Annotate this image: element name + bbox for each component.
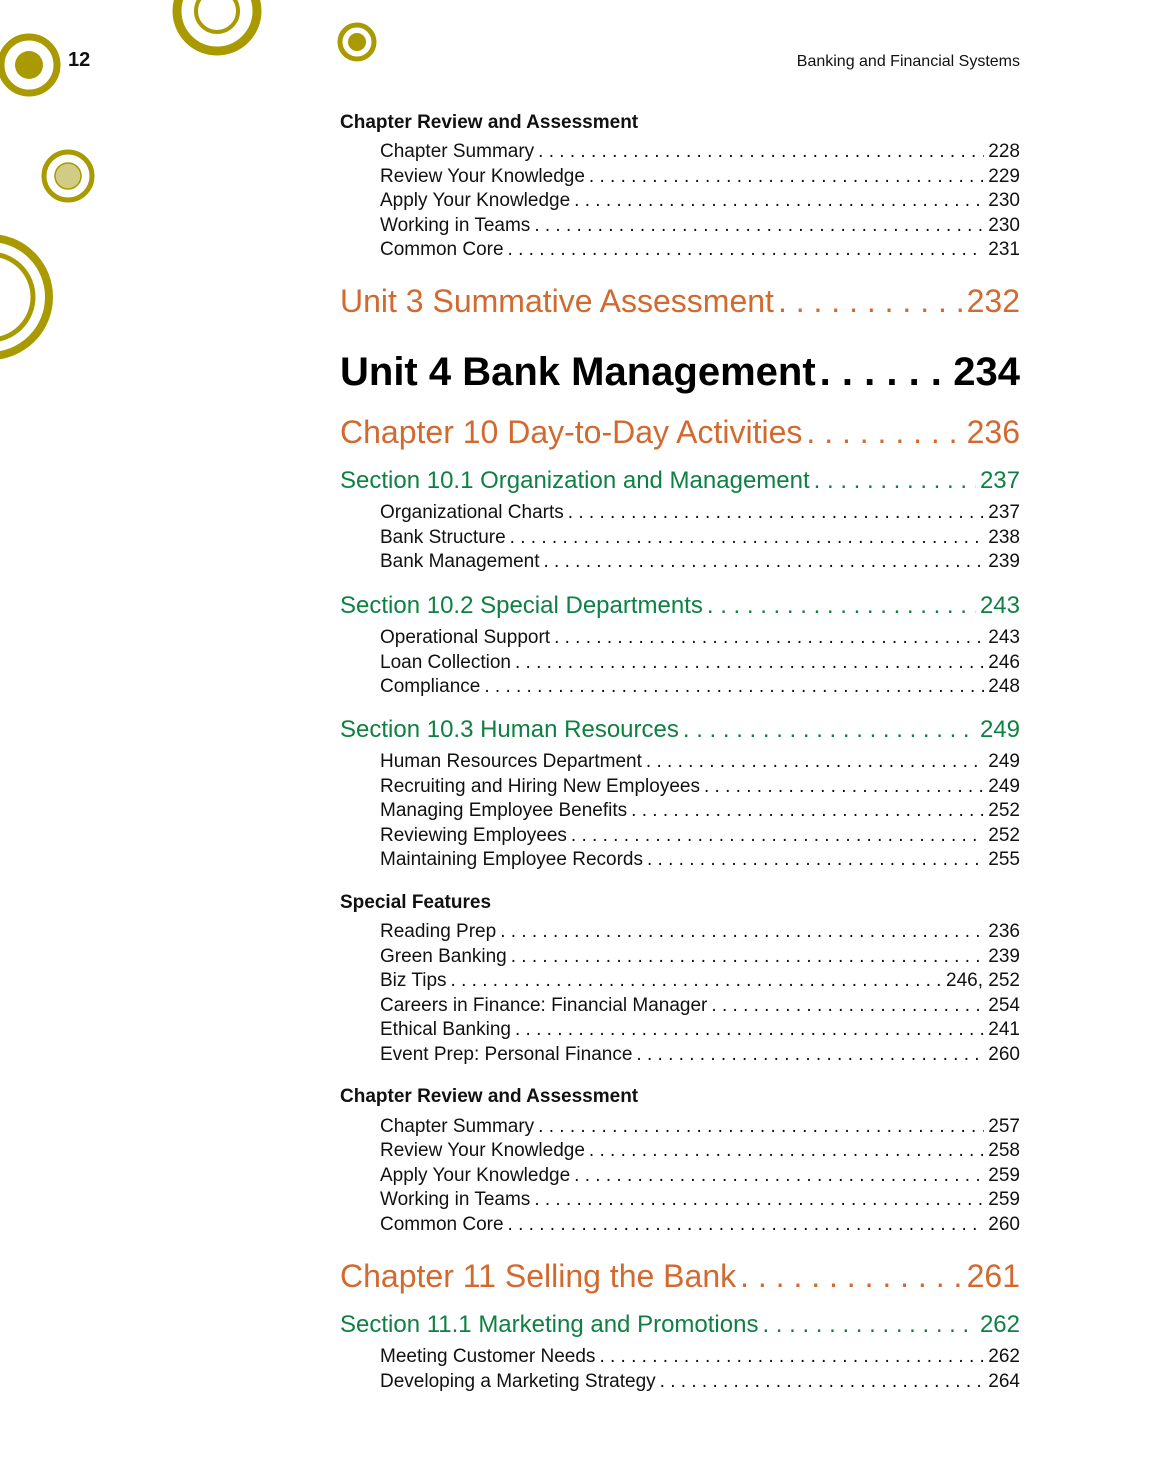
dot-leader [647, 849, 984, 871]
toc-entry[interactable] [380, 1140, 1020, 1162]
toc-entry[interactable] [380, 1165, 1020, 1187]
entry-label: Chapter Summary [380, 1116, 535, 1137]
dot-leader [599, 1346, 984, 1368]
entry-page: 236 [988, 921, 1020, 942]
entry-label: Ethical Banking [380, 1019, 511, 1040]
dot-leader [820, 350, 950, 395]
decorative-large-ring-icon [0, 230, 60, 365]
entry-label: Meeting Customer Needs [380, 1346, 596, 1367]
dot-leader [515, 652, 984, 674]
toc-entry[interactable] [380, 215, 1020, 237]
toc-unit[interactable] [340, 350, 1020, 395]
entry-page: 264 [988, 1371, 1020, 1392]
entry-page: 228 [988, 141, 1020, 162]
entry-page: 234 [953, 350, 1020, 394]
dot-leader [534, 215, 984, 237]
entry-label: Managing Employee Benefits [380, 800, 628, 821]
entry-page: 262 [988, 1346, 1020, 1367]
dot-leader [511, 946, 985, 968]
dot-leader [510, 527, 985, 549]
entry-label: Green Banking [380, 946, 507, 967]
dot-leader [711, 995, 984, 1017]
entry-page: 237 [979, 467, 1020, 494]
toc-chapter[interactable] [340, 414, 1020, 451]
entry-page: 232 [966, 283, 1020, 319]
entry-page: 237 [988, 502, 1020, 523]
entry-page: 243 [988, 627, 1020, 648]
chapter-review-heading: Chapter Review and Assessment [340, 1086, 639, 1107]
entry-page: 259 [988, 1189, 1020, 1210]
dot-leader [574, 1165, 984, 1187]
toc-unit-assessment[interactable] [340, 283, 1020, 320]
entry-page: 262 [979, 1311, 1020, 1338]
entry-label: Apply Your Knowledge [380, 190, 571, 211]
running-head: Banking and Financial Systems [796, 53, 1020, 70]
dot-leader [660, 1371, 985, 1393]
entry-label: Operational Support [380, 627, 551, 648]
entry-page: 252 [988, 825, 1020, 846]
entry-page: 239 [988, 551, 1020, 572]
entry-page: 246 [988, 652, 1020, 673]
entry-label: Section 10.2 Special Departments [340, 592, 703, 619]
entry-page: 231 [988, 239, 1020, 260]
entry-page: 260 [988, 1214, 1020, 1235]
dot-leader [762, 1311, 976, 1339]
entry-label: Chapter 10 Day-to-Day Activities [340, 414, 803, 450]
entry-label: Loan Collection [380, 652, 511, 673]
entry-label: Developing a Marketing Strategy [380, 1371, 656, 1392]
entry-label: Apply Your Knowledge [380, 1165, 571, 1186]
dot-leader [508, 239, 985, 261]
dot-leader [534, 1189, 984, 1211]
toc-entry[interactable] [380, 1189, 1020, 1211]
entry-page: 259 [988, 1165, 1020, 1186]
toc-entry[interactable] [380, 1044, 1020, 1066]
toc-entry[interactable] [380, 1346, 1020, 1368]
toc-entry[interactable] [380, 239, 1020, 261]
dot-leader [636, 1044, 984, 1066]
toc-entry[interactable] [380, 921, 1020, 943]
entry-page: 230 [988, 190, 1020, 211]
toc-section[interactable] [340, 1311, 1020, 1339]
entry-label: Common Core [380, 1214, 504, 1235]
toc-entry[interactable] [380, 1214, 1020, 1236]
toc-entry[interactable] [380, 527, 1020, 549]
entry-label: Reviewing Employees [380, 825, 567, 846]
entry-page: 249 [979, 716, 1020, 743]
toc-entry[interactable] [380, 652, 1020, 674]
dot-leader [508, 1214, 985, 1236]
entry-page: 246, 252 [946, 970, 1020, 991]
toc-entry[interactable] [380, 776, 1020, 798]
entry-label: Section 11.1 Marketing and Promotions [340, 1311, 759, 1338]
entry-label: Section 10.1 Organization and Management [340, 467, 810, 494]
decorative-light-target-icon [38, 146, 98, 206]
entry-page: 260 [988, 1044, 1020, 1065]
entry-label: Chapter 11 Selling the Bank [340, 1258, 737, 1294]
entry-label: Working in Teams [380, 215, 531, 236]
entry-label: Review Your Knowledge [380, 1140, 585, 1161]
toc-entry[interactable] [380, 190, 1020, 212]
dot-leader [778, 283, 963, 320]
dot-leader [814, 467, 976, 495]
dot-leader [554, 627, 984, 649]
toc-entry[interactable] [380, 502, 1020, 524]
entry-page: 252 [988, 800, 1020, 821]
toc-entry[interactable] [380, 946, 1020, 968]
entry-label: Event Prep: Personal Finance [380, 1044, 633, 1065]
toc-entry[interactable] [380, 141, 1020, 163]
entry-label: Human Resources Department [380, 751, 642, 772]
dot-leader [806, 414, 962, 451]
dot-leader [683, 716, 976, 744]
special-features-heading: Special Features [340, 892, 492, 913]
entry-page: 229 [988, 166, 1020, 187]
entry-label: Maintaining Employee Records [380, 849, 643, 870]
entry-label: Bank Management [380, 551, 540, 572]
toc-entry[interactable] [380, 1116, 1020, 1138]
decorative-target-circle-icon [0, 28, 66, 102]
entry-label: Biz Tips [380, 970, 447, 991]
entry-page: 257 [988, 1116, 1020, 1137]
dot-leader [538, 1116, 984, 1138]
toc-entry[interactable] [380, 627, 1020, 649]
entry-label: Compliance [380, 676, 481, 697]
entry-page: 258 [988, 1140, 1020, 1161]
toc-section[interactable] [340, 592, 1020, 620]
toc-chapter[interactable] [340, 1258, 1020, 1295]
page-number: 12 [68, 49, 91, 71]
dot-leader [631, 800, 984, 822]
entry-page: 230 [988, 215, 1020, 236]
entry-page: 249 [988, 751, 1020, 772]
decorative-small-target-icon [334, 20, 380, 66]
entry-page: 238 [988, 527, 1020, 548]
dot-leader [451, 970, 943, 992]
entry-page: 261 [966, 1258, 1020, 1294]
dot-leader [515, 1019, 984, 1041]
dot-leader [544, 551, 985, 573]
toc-entry[interactable] [380, 970, 1020, 992]
toc-entry[interactable] [380, 1371, 1020, 1393]
dot-leader [500, 921, 984, 943]
entry-label: Chapter Summary [380, 141, 535, 162]
dot-leader [589, 1140, 984, 1162]
entry-label: Bank Structure [380, 527, 506, 548]
toc-entry[interactable] [380, 551, 1020, 573]
toc-entry[interactable] [380, 166, 1020, 188]
chapter-review-heading: Chapter Review and Assessment [340, 112, 639, 133]
decorative-ring-circle-icon [168, 0, 268, 60]
entry-label: Organizational Charts [380, 502, 564, 523]
toc-entry[interactable] [380, 751, 1020, 773]
entry-page: 254 [988, 995, 1020, 1016]
entry-label: Careers in Finance: Financial Manager [380, 995, 708, 1016]
entry-label: Common Core [380, 239, 504, 260]
dot-leader [707, 592, 976, 620]
entry-page: 236 [966, 414, 1020, 450]
dot-leader [704, 776, 984, 798]
entry-page: 255 [988, 849, 1020, 870]
toc-entry[interactable] [380, 676, 1020, 698]
toc-section[interactable] [340, 716, 1020, 744]
entry-label: Unit 4 Bank Management [340, 350, 816, 394]
toc-entry[interactable] [380, 849, 1020, 871]
entry-page: 239 [988, 946, 1020, 967]
entry-label: Reading Prep [380, 921, 497, 942]
dot-leader [574, 190, 984, 212]
entry-label: Section 10.3 Human Resources [340, 716, 679, 743]
entry-page: 243 [979, 592, 1020, 619]
entry-label: Working in Teams [380, 1189, 531, 1210]
dot-leader [571, 825, 984, 847]
entry-label: Recruiting and Hiring New Employees [380, 776, 700, 797]
entry-label: Review Your Knowledge [380, 166, 585, 187]
entry-page: 241 [988, 1019, 1020, 1040]
dot-leader [646, 751, 984, 773]
entry-page: 248 [988, 676, 1020, 697]
toc-entry[interactable] [380, 825, 1020, 847]
dot-leader [538, 141, 984, 163]
entry-page: 249 [988, 776, 1020, 797]
toc-entry[interactable] [380, 1019, 1020, 1041]
entry-label: Unit 3 Summative Assessment [340, 283, 774, 319]
dot-leader [589, 166, 984, 188]
dot-leader [484, 676, 984, 698]
toc-entry[interactable] [380, 800, 1020, 822]
dot-leader [568, 502, 985, 524]
dot-leader [740, 1258, 963, 1295]
toc-section[interactable] [340, 467, 1020, 495]
toc-entry[interactable] [380, 995, 1020, 1017]
